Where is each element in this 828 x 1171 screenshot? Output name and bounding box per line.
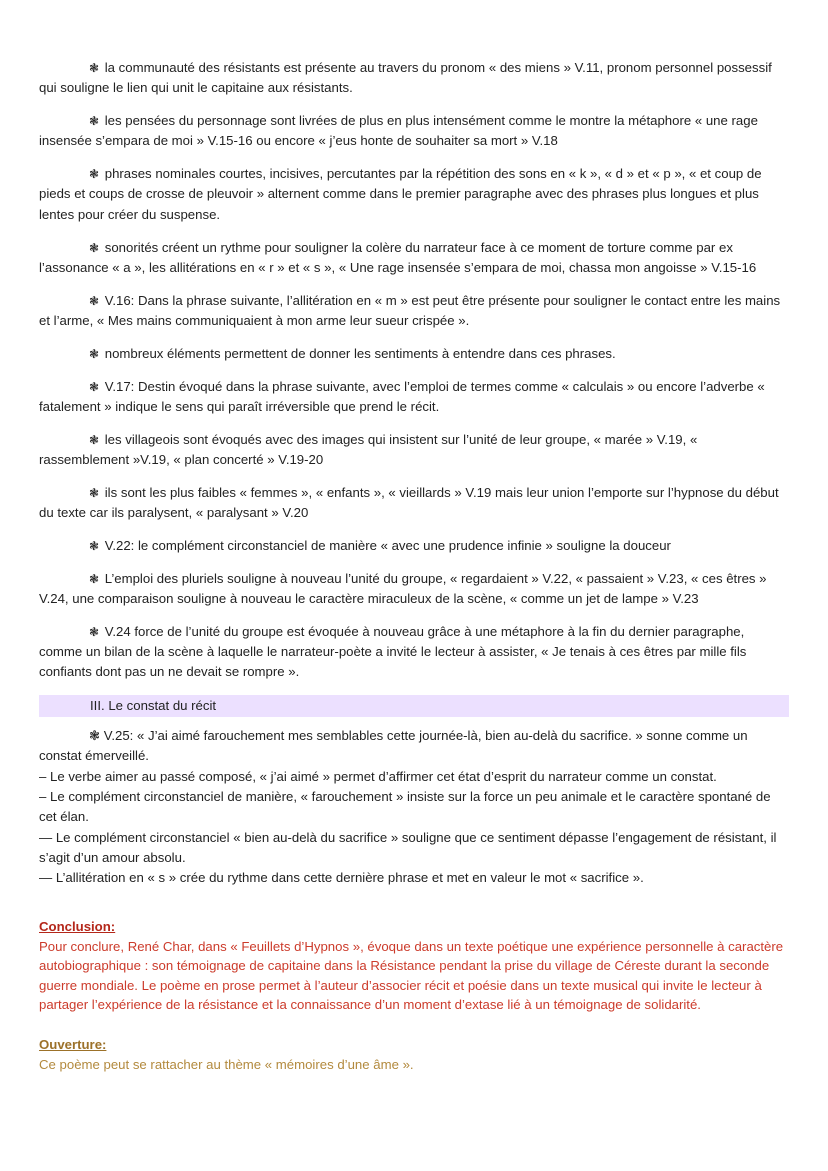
analysis-intro: ❃ V.25: « J’ai aimé farouchement mes semblables cette journée-là, bien au-delà du sacrifice. » sonne comme un constat émerveillé. bbox=[39, 728, 748, 764]
bullet-flower-icon: ❃ bbox=[89, 240, 100, 255]
bullet-flower-icon: ❃ bbox=[89, 61, 100, 75]
paragraph-8: ❃ les villageois sont évoqués avec des images qui insistent sur l’unité de leur groupe, « marée » V.19, « rassemblement »V.19, « plan concerté » V.19-20 bbox=[39, 431, 698, 467]
paragraph-1: ❃ la communauté des résistants est présente au travers du pronom « des miens » V.11, pronom personnel possessif qui souligne le lien qui unit le capitaine aux résistants. bbox=[39, 60, 772, 96]
bullet-flower-icon: ❃ bbox=[89, 114, 100, 129]
paragraph-7: ❃ V.17: Destin évoqué dans la phrase suivante, avec l’emploi de termes comme « calculais » ou encore l’adverbe « fatalement » indique le sens qui paraît irréversible que prend le récit. bbox=[39, 378, 765, 414]
conclusion-text: Pour conclure, René Char, dans « Feuillets d’Hypnos », évoque dans un texte poétique une expérience personnelle à caractère autobiographique : son témoignage de capitaine dans la Résistance pendant la prise du village de Céreste durant la seconde guerre mondiale. Le poème en prose permet à l’auteur d’associer récit et poésie dans un texte musical qui invite le lecteur à partager l’expérience de la résistance et la connaissance d’un moment d’extase lié à un témoignage de solidarité. bbox=[39, 938, 784, 1013]
analysis-line: — L’allitération en « s » crée du rythme dans cette dernière phrase et met en valeur le mot « sacrifice ». bbox=[39, 870, 644, 886]
bullet-flower-icon: ❃ bbox=[89, 293, 100, 308]
paragraph-12: ❃ V.24 force de l’unité du groupe est évoquée à nouveau grâce à une métaphore à la fin du dernier paragraphe, comme un bilan de la scène à laquelle le narrateur-poète a invité le lecteur à assister, « Je tenais à ces êtres par mille fils confiants dont pas un ne devait se rompre ». bbox=[39, 623, 747, 680]
bullet-flower-icon: ❃ bbox=[89, 538, 100, 553]
document-page bbox=[39, 58, 789, 1074]
paragraph-9: ❃ ils sont les plus faibles « femmes », « enfants », « vieillards » V.19 mais leur union l’emporte sur l’hypnose du début du texte car ils paralysent, « paralysant » V.20 bbox=[39, 484, 779, 521]
paragraph-2: ❃ les pensées du personnage sont livrées de plus en plus intensément comme le montre la métaphore « une rage insensée s’empara de moi » V.15-16 ou encore « j’eus honte de souhaiter sa mort » V.18 bbox=[39, 113, 758, 149]
ouverture-heading: Ouverture: bbox=[39, 1036, 107, 1052]
bullet-flower-icon: ❃ bbox=[89, 432, 100, 447]
paragraph-6: ❃ nombreux éléments permettent de donner les sentiments à entendre dans ces phrases. bbox=[89, 345, 616, 361]
section-heading: III. Le constat du récit bbox=[39, 695, 789, 717]
bullet-flower-icon: ❃ bbox=[89, 571, 100, 586]
ouverture-block bbox=[39, 1035, 789, 1075]
conclusion-block bbox=[39, 917, 789, 1015]
paragraph-4: ❃ sonorités créent un rythme pour souligner la colère du narrateur face à ce moment de torture comme par ex l’assonance « a », les allitérations en « r » et « s », « Une rage insensée s’empara de moi, chassa mon angoisse » V.15-16 bbox=[39, 239, 757, 275]
conclusion-heading: Conclusion: bbox=[39, 918, 116, 934]
bullet-flower-icon: ❃ bbox=[89, 485, 100, 500]
section-analysis bbox=[39, 726, 789, 888]
paragraph-11: ❃ L’emploi des pluriels souligne à nouveau l’unité du groupe, « regardaient » V.22, « passaient » V.23, « ces êtres » V.24, une comparaison souligne à nouveau le caractère miraculeux de la scène, « comme un jet de lampe » V.23 bbox=[39, 570, 767, 606]
bullet-flower-icon: ❃ bbox=[89, 379, 100, 394]
ouverture-text: Ce poème peut se rattacher au thème « mémoires d’une âme ». bbox=[39, 1056, 414, 1072]
paragraph-3: ❃ phrases nominales courtes, incisives, percutantes par la répétition des sons en « k », « d » et « p », « et coup de pieds et coups de crosse de pleuvoir » alternent comme dans le premier paragraphe avec des phrases plus longues et plus lentes pour créer du suspense. bbox=[39, 166, 762, 222]
bullet-flower-icon: ❃ bbox=[89, 346, 100, 361]
paragraph-5: ❃ V.16: Dans la phrase suivante, l’allitération en « m » est peut être présente pour souligner le contact entre les mains et l’arme, « Mes mains communiquaient à mon arme leur sueur crispée ». bbox=[39, 292, 781, 328]
analysis-line: – Le verbe aimer au passé composé, « j’ai aimé » permet d’affirmer cet état d’esprit du narrateur comme un constat. bbox=[39, 768, 717, 784]
paragraph-10: ❃ V.22: le complément circonstanciel de manière « avec une prudence infinie » souligne la douceur bbox=[89, 537, 671, 553]
bullet-flower-icon: ❃ bbox=[89, 728, 101, 744]
analysis-line: — Le complément circonstanciel « bien au-delà du sacrifice » souligne que ce sentiment dépasse l’engagement de résistant, il s’agit d’un amour absolu. bbox=[39, 829, 777, 865]
analysis-line: – Le complément circonstanciel de manière, « farouchement » insiste sur la force un peu animale et le caractère spontané de cet élan. bbox=[39, 789, 771, 825]
bullet-flower-icon: ❃ bbox=[89, 167, 100, 182]
bullet-flower-icon: ❃ bbox=[89, 624, 100, 639]
